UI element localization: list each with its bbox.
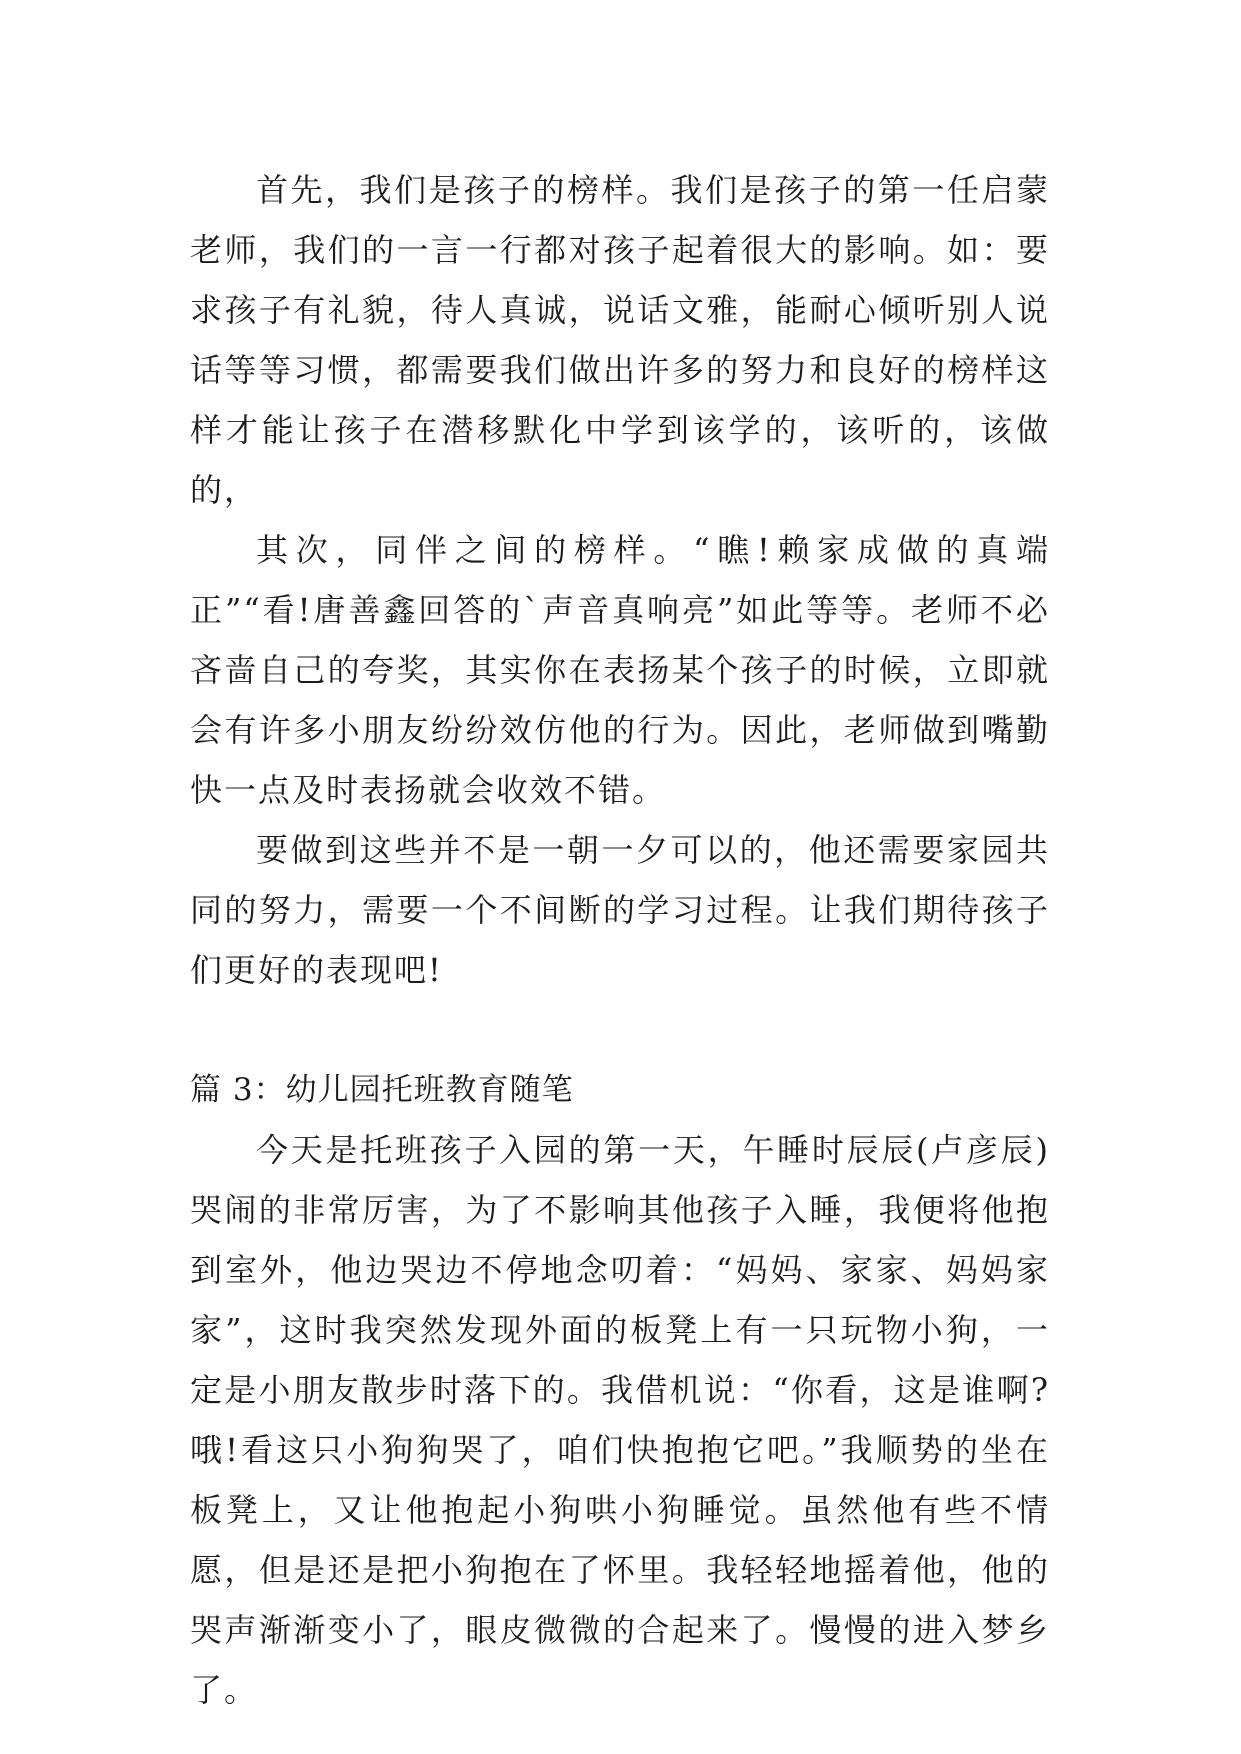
paragraph-role-models-parents: 首先，我们是孩子的榜样。我们是孩子的第一任启蒙老师，我们的一言一行都对孩子起着很大的影响。如：要求孩子有礼貌，待人真诚，说话文雅，能耐心倾听别人说话等等习惯，都需要我们做出许多的努力和良好的榜样这样才能让孩子在潜移默化中学到该学的，该听的，该做的， [190, 171, 1050, 509]
section-heading: 篇 3：幼儿园托班教育随笔 [190, 1072, 574, 1108]
section-spacer [190, 1000, 1050, 1060]
document-body [190, 160, 1050, 1720]
paragraph-role-models-peers: 其次，同伴之间的榜样。“瞧!赖家成做的真端正”“看!唐善鑫回答的`声音真响亮”如此等等。老师不必吝啬自己的夸奖，其实你在表扬某个孩子的时候，立即就会有许多小朋友纷纷效仿他的行为。因此，老师做到嘴勤快一点及时表扬就会收效不错。 [190, 531, 1050, 809]
paragraph-conclusion: 要做到这些并不是一朝一夕可以的，他还需要家园共同的努力，需要一个不间断的学习过程。让我们期待孩子们更好的表现吧! [190, 831, 1050, 989]
paragraph-nap-story: 今天是托班孩子入园的第一天，午睡时辰辰(卢彦辰)哭闹的非常厉害，为了不影响其他孩子入睡，我便将他抱到室外，他边哭边不停地念叨着：“妈妈、家家、妈妈家家”，这时我突然发现外面的板凳上有一只玩物小狗，一定是小朋友散步时落下的。我借机说：“你看，这是谁啊?哦!看这只小狗狗哭了，咱们快抱抱它吧。”我顺势的坐在板凳上，又让他抱起小狗哄小狗睡觉。虽然他有些不情愿，但是还是把小狗抱在了怀里。我轻轻地摇着他，他的哭声渐渐变小了，眼皮微微的合起来了。慢慢的进入梦乡了。 [190, 1131, 1050, 1709]
